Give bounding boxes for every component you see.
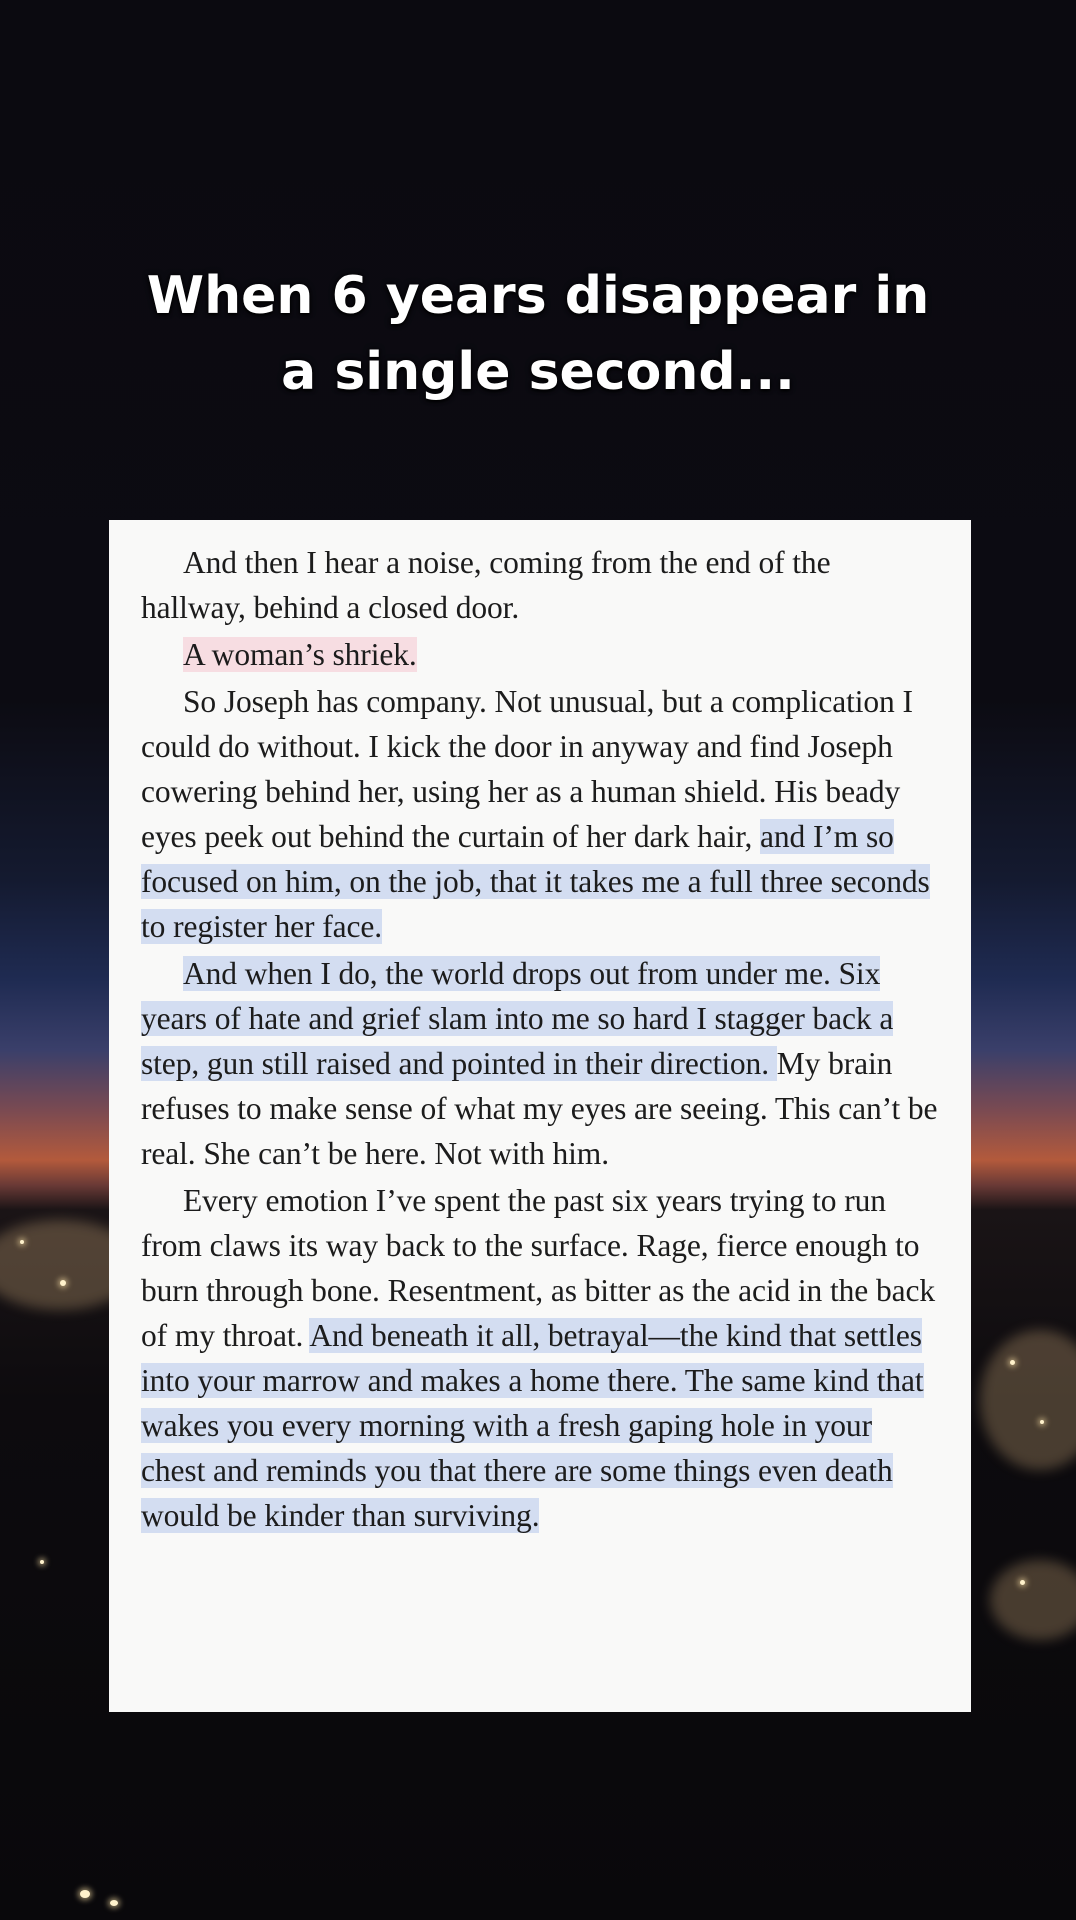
- city-light: [20, 1240, 24, 1244]
- city-light: [80, 1890, 90, 1898]
- book-paragraph: [141, 951, 939, 1176]
- headline-line-2: a single second...: [281, 342, 795, 402]
- headline-line-1: When 6 years disappear in: [146, 266, 930, 326]
- passage-text: And then I hear a noise, coming from the end of the hallway, behind a closed door.: [141, 545, 831, 625]
- city-light: [1040, 1420, 1044, 1424]
- book-paragraph: [141, 1178, 939, 1538]
- city-light: [1010, 1360, 1015, 1365]
- book-page-excerpt: [109, 520, 971, 1712]
- video-caption-headline: [0, 258, 1076, 410]
- passage-text: My brain refuses to make sense of what my eyes are seeing. This can’t be real. She can’t be here. Not with him.: [141, 1046, 938, 1171]
- book-paragraph: [141, 540, 939, 630]
- book-paragraph: [141, 679, 939, 949]
- city-light: [40, 1560, 44, 1564]
- highlighted-passage-pink: A woman’s shriek.: [183, 637, 417, 672]
- city-light: [110, 1900, 118, 1906]
- passage-text: Every emotion I’ve spent the past six years trying to run from claws its way back to the surface. Rage, fierce enough to burn through bone. Resentment, as bitter as the acid in the back of my throat.: [141, 1183, 936, 1353]
- city-light: [1020, 1580, 1025, 1585]
- highlighted-passage: and I’m so focused on him, on the job, that it takes me a full three seconds to register her face.: [141, 819, 930, 944]
- city-glow-right: [980, 1330, 1076, 1470]
- highlighted-passage: And when I do, the world drops out from under me. Six years of hate and grief slam into me so hard I stagger back a step, gun still raised and pointed in their direction.: [141, 956, 894, 1081]
- highlighted-passage: And beneath it all, betrayal—the kind that settles into your marrow and makes a home there. The same kind that wakes you every morning with a fresh gaping hole in your chest and reminds you that there are some things even death would be kinder than surviving.: [141, 1318, 924, 1533]
- book-paragraph: [141, 632, 939, 677]
- city-light: [60, 1280, 66, 1286]
- city-glow-bottom-right: [990, 1560, 1076, 1640]
- passage-text: So Joseph has company. Not unusual, but a complication I could do without. I kick the door in anyway and find Joseph cowering behind her, using her as a human shield. His beady eyes peek out behind the curtain of her dark hair,: [141, 684, 913, 854]
